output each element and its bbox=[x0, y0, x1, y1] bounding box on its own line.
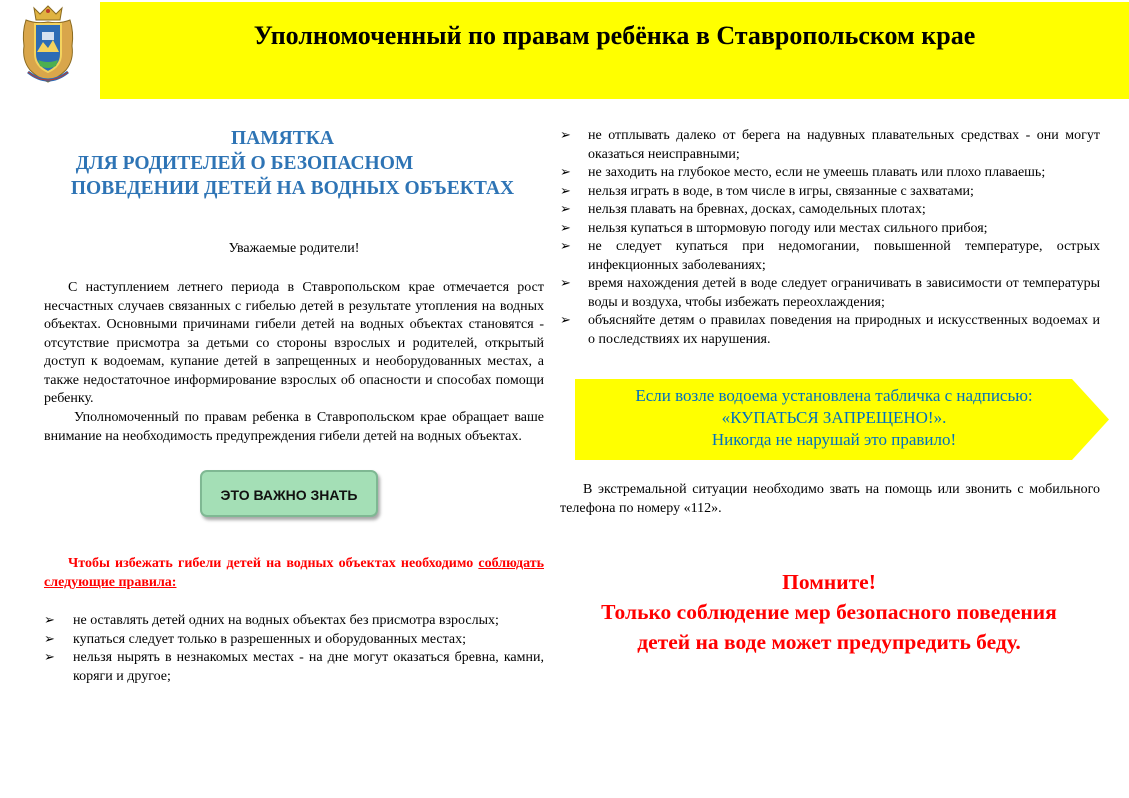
rule-text: нельзя нырять в незнакомых местах - на дне могут оказаться бревна, камни, коряги и другое; bbox=[73, 650, 544, 684]
arrow-bullet-icon: ➢ bbox=[560, 128, 571, 143]
rules-intro-part1: Чтобы избежать гибели детей на водных объектах необходимо bbox=[68, 556, 479, 571]
arrow-bullet-icon: ➢ bbox=[560, 220, 571, 236]
warning-sign-text bbox=[575, 385, 1093, 451]
arrow-bullet-icon: ➢ bbox=[44, 650, 55, 665]
important-to-know-button[interactable]: ЭТО ВАЖНО ЗНАТЬ bbox=[200, 470, 378, 517]
list-item bbox=[560, 164, 1100, 183]
arrow-bullet-icon: ➢ bbox=[560, 276, 571, 291]
arrow-bullet-icon: ➢ bbox=[560, 313, 571, 328]
rule-text: не оставлять детей одних на водных объектах без присмотра взрослых; bbox=[73, 613, 499, 628]
list-item bbox=[560, 238, 1100, 275]
ombudsman-paragraph: Уполномоченный по правам ребенка в Ставропольском крае обращает ваше внимание на необходимость предупреждения гибели детей на водных объектах. bbox=[44, 410, 544, 444]
rule-text: не следует купаться при недомогании, повышенной температуре, острых инфекционных заболеваниях; bbox=[588, 239, 1100, 273]
list-item bbox=[560, 127, 1100, 164]
list-item bbox=[560, 201, 1100, 220]
list-item bbox=[44, 631, 544, 650]
arrow-bullet-icon: ➢ bbox=[560, 165, 571, 180]
arrow-bullet-icon: ➢ bbox=[560, 183, 571, 199]
rule-text: объясняйте детям о правилах поведения на природных и искусственных водоемах и о последствиях их нарушения. bbox=[588, 313, 1100, 347]
rules-intro bbox=[44, 555, 544, 592]
arrow-bullet-icon: ➢ bbox=[560, 239, 571, 254]
rule-text: нельзя плавать на бревнах, досках, самодельных плотах; bbox=[588, 202, 926, 217]
warning-sign-line2: «КУПАТЬСЯ ЗАПРЕЩЕНО!». bbox=[721, 408, 947, 427]
page-title: Уполномоченный по правам ребёнка в Ставропольском крае bbox=[253, 21, 976, 50]
rule-text: время нахождения детей в воде следует ограничивать в зависимости от температуры воды и воздуха, чтобы избежать переохлаждения; bbox=[588, 276, 1100, 310]
emergency-call-text: В экстремальной ситуации необходимо звать на помощь или звонить с мобильного телефона по номеру «112». bbox=[560, 482, 1100, 516]
warning-sign-line1: Если возле водоема установлена табличка с надписью: bbox=[635, 386, 1033, 405]
arrow-bullet-icon: ➢ bbox=[560, 202, 571, 217]
rules-intro-part2: соблюдать следующие правила: bbox=[44, 556, 544, 590]
arrow-bullet-icon: ➢ bbox=[44, 613, 55, 628]
rules-list-right bbox=[560, 127, 1100, 349]
rule-text: нельзя купаться в штормовую погоду или местах сильного прибоя; bbox=[588, 220, 988, 236]
list-item bbox=[560, 183, 1100, 202]
remember-line3: детей на воде может предупредить беду. bbox=[637, 630, 1021, 654]
rule-text: купаться следует только в разрешенных и оборудованных местах; bbox=[73, 631, 466, 647]
memo-title-line3: ПОВЕДЕНИИ ДЕТЕЙ НА ВОДНЫХ ОБЪЕКТАХ bbox=[70, 178, 515, 199]
memo-title-line1: ПАМЯТКА bbox=[231, 128, 334, 149]
memo-title bbox=[40, 126, 545, 201]
list-item bbox=[44, 612, 544, 631]
list-item bbox=[560, 220, 1100, 239]
coat-of-arms-emblem bbox=[20, 2, 76, 86]
remember-line2: Только соблюдение мер безопасного поведения bbox=[601, 600, 1057, 624]
memo-title-line2: ДЛЯ РОДИТЕЛЕЙ О БЕЗОПАСНОМ bbox=[75, 153, 414, 174]
rule-text: не отплывать далеко от берега на надувных плавательных средствах - они могут оказаться неисправными; bbox=[588, 128, 1100, 162]
remember-block bbox=[555, 567, 1103, 657]
greeting: Уважаемые родители! bbox=[228, 241, 360, 256]
arrow-bullet-icon: ➢ bbox=[44, 631, 55, 647]
list-item bbox=[560, 312, 1100, 349]
intro-paragraph: С наступлением летнего периода в Ставропольском крае отмечается рост несчастных случаев связанных с гибелью детей в результате утопления на водных объектах. Основными причинами гибели детей на водных объектах становятся - отсутствие присмотра за детьми со стороны взрослых и родителей, открытый доступ к водоемам, купание детей в запрещенных и необорудованных местах, а также недостаточное информирование взрослых об опасности и способах помощи ребенку. bbox=[44, 280, 544, 406]
warning-sign-line3: Никогда не нарушай это правило! bbox=[711, 430, 957, 449]
rule-text: нельзя играть в воде, в том числе в игры, связанные с захватами; bbox=[588, 183, 974, 199]
list-item bbox=[560, 275, 1100, 312]
remember-line1: Помните! bbox=[782, 570, 876, 594]
rule-text: не заходить на глубокое место, если не умеешь плавать или плохо плаваешь; bbox=[588, 165, 1046, 180]
list-item bbox=[44, 649, 544, 686]
rules-list-left bbox=[44, 612, 544, 686]
